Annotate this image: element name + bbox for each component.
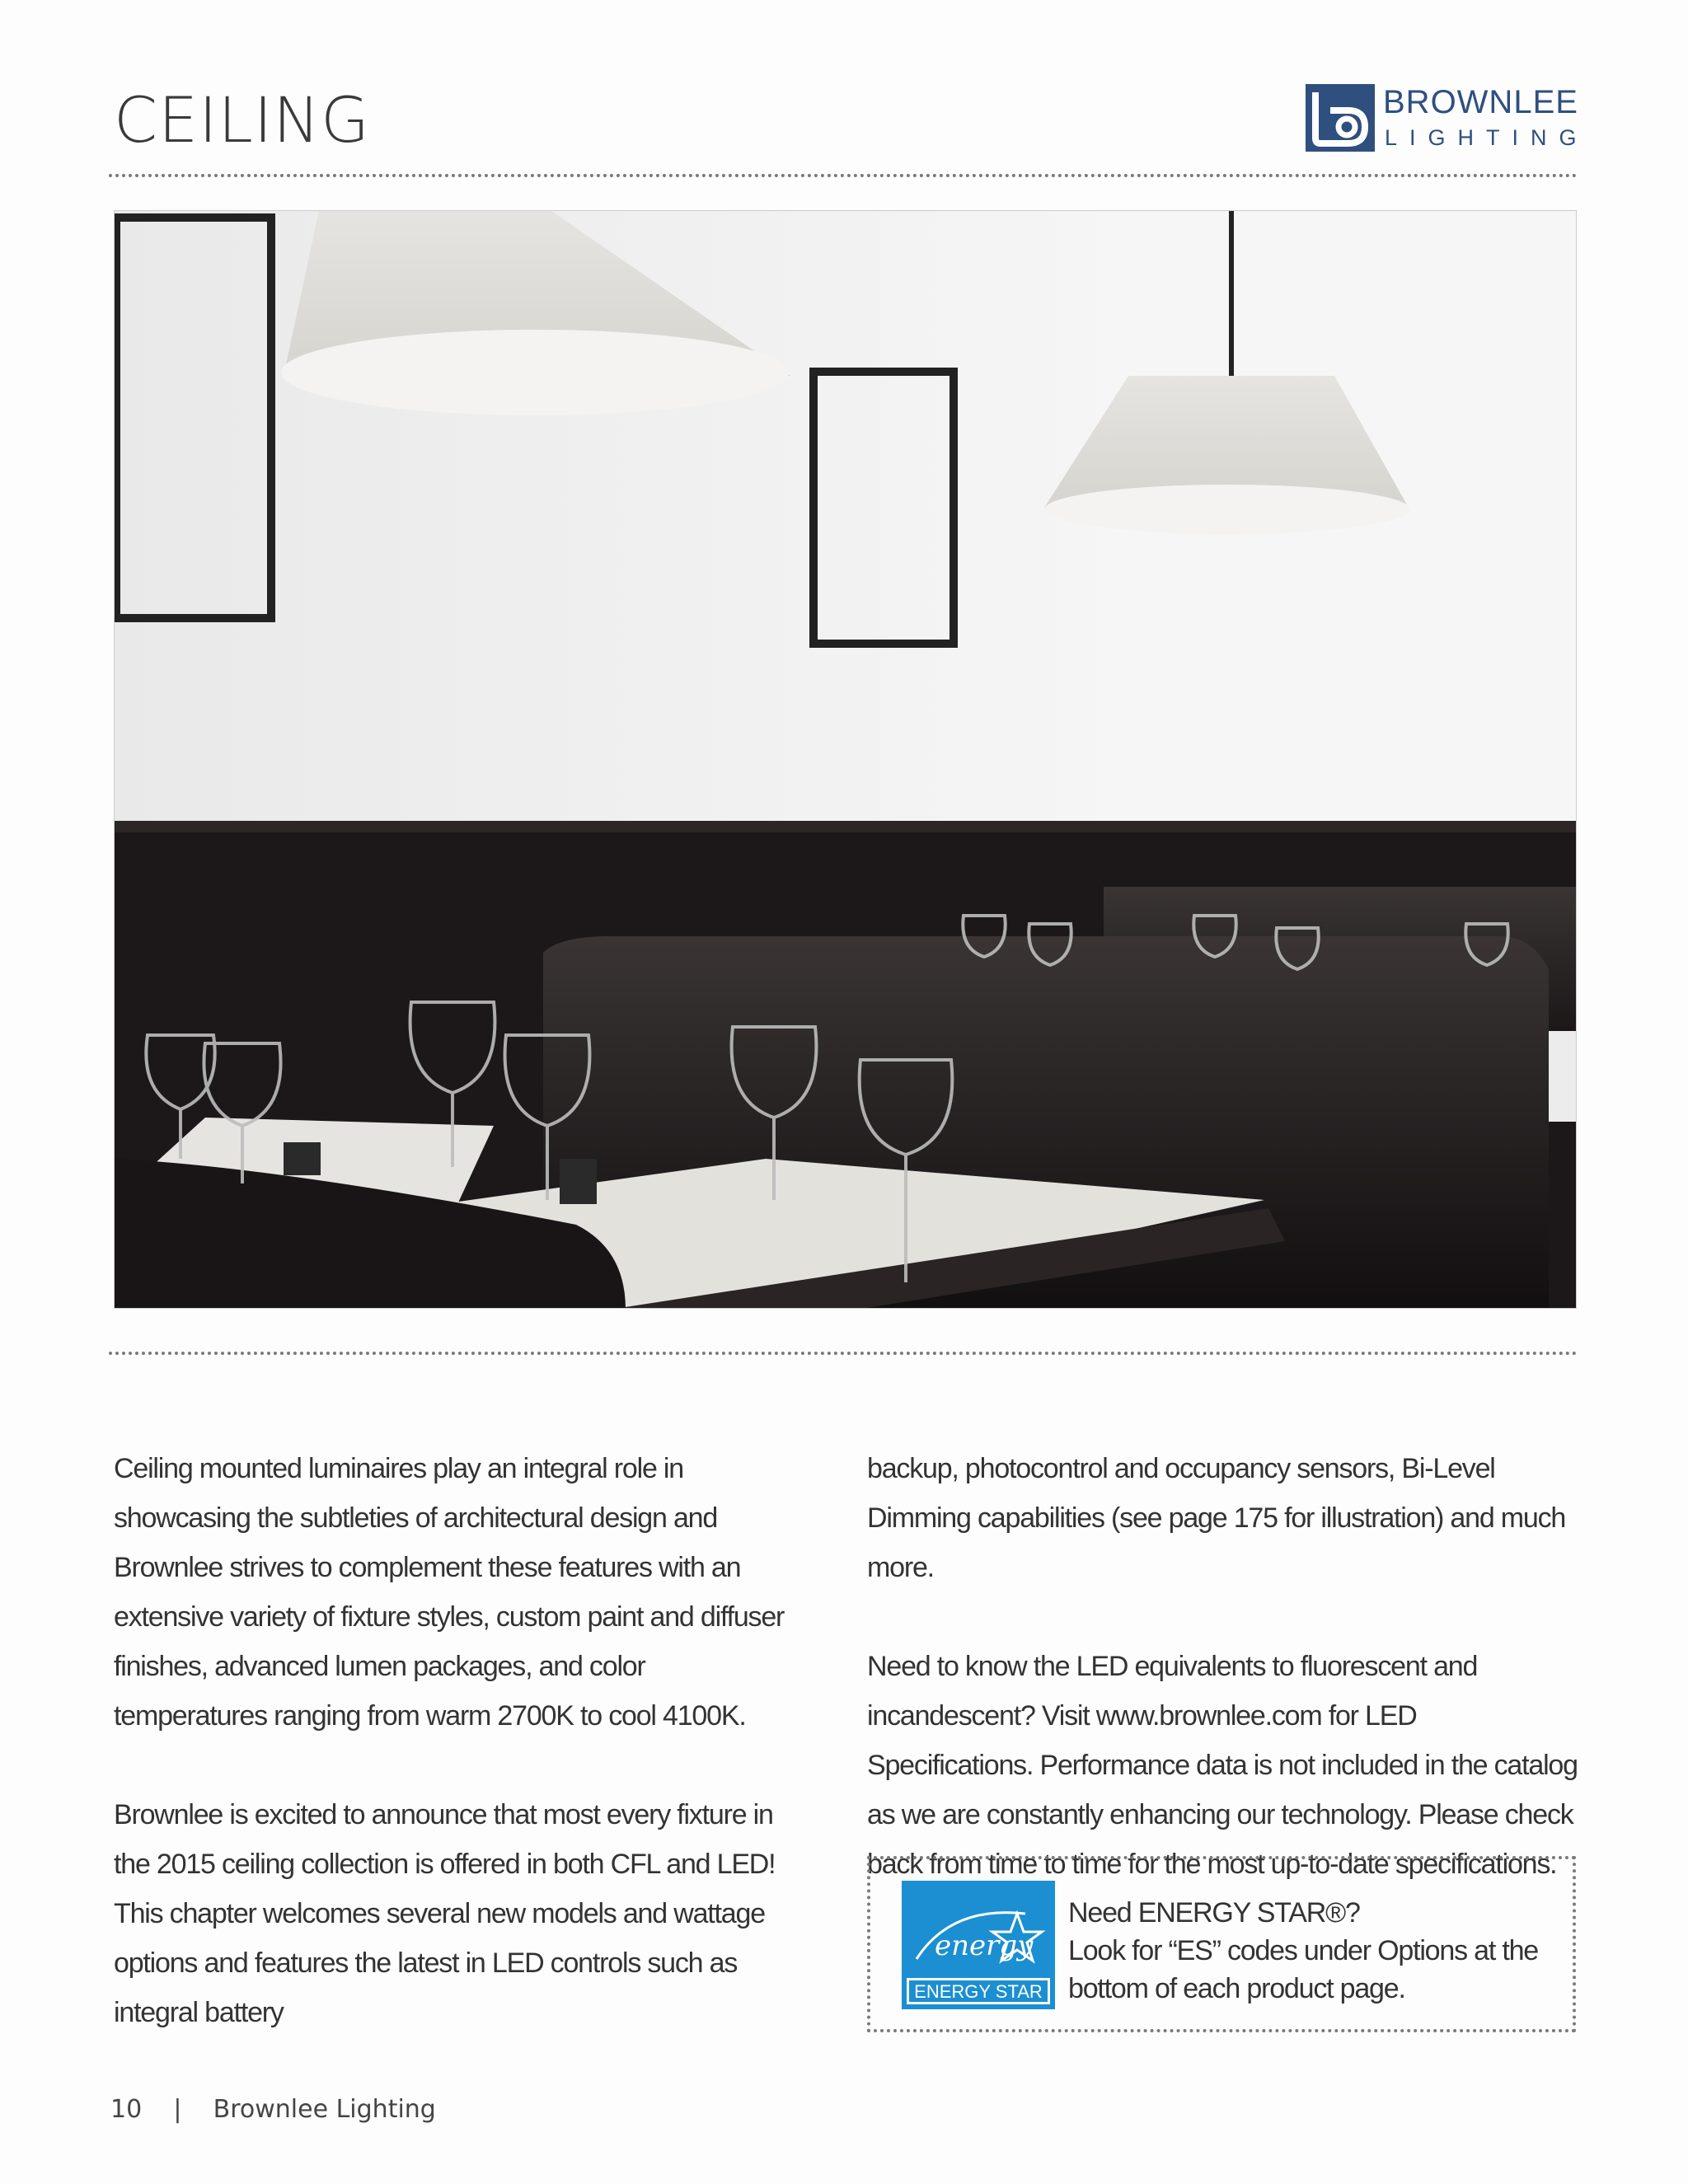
restaurant-pendant-lights-photo-icon (115, 211, 1577, 1309)
brand-subtitle: LIGHTING (1385, 125, 1589, 150)
body-column-left (114, 1444, 798, 2087)
footer-brand: Brownlee Lighting (213, 2095, 436, 2124)
energy-star-line: Need ENERGY STAR®? (1068, 1897, 1360, 1929)
bottom-dotted-divider (109, 1352, 1578, 1355)
brownlee-logo-icon (1306, 84, 1375, 152)
energy-star-line: bottom of each product page. (1068, 1973, 1405, 2004)
body-paragraph: Need to know the LED equivalents to fluorescent and incandescent? Visit www.brownlee.com for LED Specifications. Performance data is not included in the catalog as we are constantly enhancing our technology. Please check back from time to time for the most up-to-date specifications. (867, 1651, 1578, 1880)
energy-star-script: energy (935, 1929, 1034, 1962)
brand-logo (1306, 84, 1589, 152)
hero-photo (114, 210, 1577, 1309)
energy-star-text (1068, 1894, 1538, 2008)
energy-star-logo-icon (902, 1881, 1055, 2009)
brand-name: BROWNLEE (1383, 84, 1578, 120)
page-number: 10 (110, 2095, 143, 2124)
top-dotted-divider (109, 174, 1578, 177)
page-title: CEILING (114, 83, 370, 157)
footer-separator: | (173, 2095, 182, 2124)
body-paragraph: Ceiling mounted luminaires play an integral role in showcasing the subtleties of architectural design and Brownlee strives to complement these features with an extensive variety of fixture styles, custom paint and diffuser finishes, advanced lumen packages, and color temperatures ranging from warm 2700K to cool 4100K. (114, 1453, 785, 1732)
body-paragraph: backup, photocontrol and occupancy sensors, Bi-Level Dimming capabilities (see page 175 for illustration) and much more. (867, 1453, 1566, 1583)
energy-star-callout (867, 1856, 1576, 2032)
page-footer (110, 2095, 436, 2124)
body-paragraph: Brownlee is excited to announce that most every fixture in the 2015 ceiling collection is offered in both CFL and LED! This chapter welcomes several new models and wattage options and features the latest in LED controls such as integral battery (114, 1799, 776, 2028)
energy-star-label: ENERGY STAR (914, 1981, 1043, 2002)
energy-star-line: Look for “ES” codes under Options at the (1068, 1935, 1539, 1966)
